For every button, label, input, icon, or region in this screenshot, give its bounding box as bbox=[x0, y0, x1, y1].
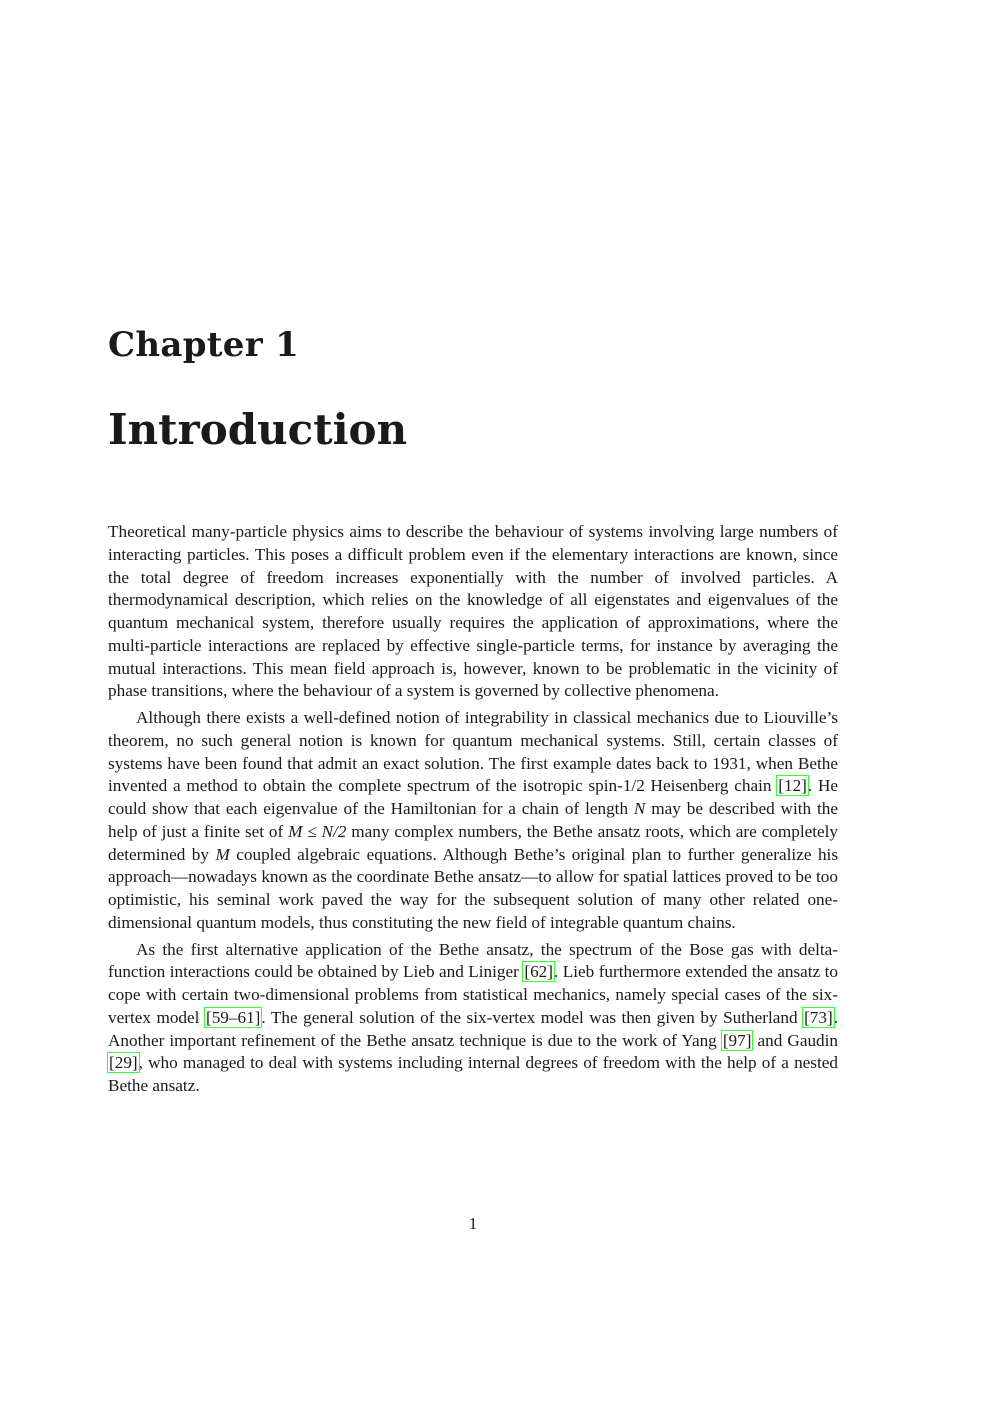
paragraph-3 bbox=[108, 939, 838, 1098]
citation-link[interactable]: [73] bbox=[804, 1007, 833, 1027]
paragraph-text: . Lieb furthermore extended the ansatz to cope with certain two-dimensional problems from statistical mechanics, namely special cases of the six-vertex model bbox=[108, 962, 839, 1027]
paragraph-text: , who managed to deal with systems including internal degrees of freedom with the help of a nested Bethe ansatz. bbox=[108, 1053, 838, 1095]
paragraph-text: . Another important refinement of the Bethe ansatz technique is due to the work of Yang bbox=[108, 1007, 839, 1050]
citation-link[interactable]: [29] bbox=[109, 1053, 138, 1073]
citation-link[interactable]: [97] bbox=[722, 1030, 752, 1050]
paragraph-text: . The general solution of the six-vertex model was then given by Sutherland bbox=[261, 1007, 804, 1027]
paragraph-text: may be described with the help of just a finite set of bbox=[108, 799, 838, 841]
chapter-title: Introduction bbox=[108, 405, 408, 454]
paragraph-2 bbox=[108, 707, 838, 935]
paragraph-text: . He could show that each eigenvalue of the Hamiltonian for a chain of length bbox=[108, 776, 839, 818]
citation-link[interactable]: [59–61] bbox=[205, 1007, 261, 1027]
page-number: 1 bbox=[468, 1214, 478, 1233]
paragraph-text: As the first alternative application of the Bethe ansatz, the spectrum of the Bose gas with delta-function interactions could be obtained by Lieb and Liniger bbox=[108, 939, 838, 982]
citation-link[interactable]: [62] bbox=[524, 962, 553, 982]
paragraph-text: and Gaudin bbox=[752, 1030, 839, 1050]
paragraph-text: Although there exists a well-defined notion of integrability in classical mechanics due to Liouville’s theorem, no such general notion is known for quantum mechanical systems. Still, certain classes of systems have been found that admit an exact solution. The first example dates back to 1931, when Bethe invented a method to obtain the complete spectrum of the isotropic spin-1/2 Heisenberg chain bbox=[108, 708, 838, 796]
citation-link[interactable]: [12] bbox=[778, 776, 807, 796]
paragraph-text: Theoretical many-particle physics aims to describe the behaviour of systems involving large numbers of interacting particles. This poses a difficult problem even if the elementary interactions are known, since the total degree of freedom increases exponentially with the number of involved particles. A thermodynamical description, which relies on the knowledge of all eigenstates and eigenvalues of the quantum mechanical system, therefore usually requires the application of approximations, where the multi-particle interactions are replaced by effective single-particle terms, for instance by averaging the mutual interactions. This mean field approach is, however, known to be problematic in the vicinity of phase transitions, where the behaviour of a system is governed by collective phenomena. bbox=[108, 522, 838, 701]
math-expression: M ≤ N/2 bbox=[288, 821, 347, 841]
chapter-label: Chapter 1 bbox=[108, 325, 300, 365]
paragraph-1 bbox=[108, 521, 838, 703]
paragraph-text: coupled algebraic equations. Although Bethe’s original plan to further generalize his approach—nowadays known as the coordinate Bethe ansatz—to allow for spatial lattices proved to be too optimistic, his seminal work paved the way for the subsequent solution of many other related one-dimensional quantum models, thus constituting the new field of integrable quantum chains. bbox=[108, 844, 839, 932]
paragraph-text: many complex numbers, the Bethe ansatz roots, which are completely determined by bbox=[108, 821, 838, 864]
math-symbol: M bbox=[215, 844, 230, 864]
math-symbol: N bbox=[633, 799, 646, 818]
chapter-body bbox=[108, 521, 838, 1102]
